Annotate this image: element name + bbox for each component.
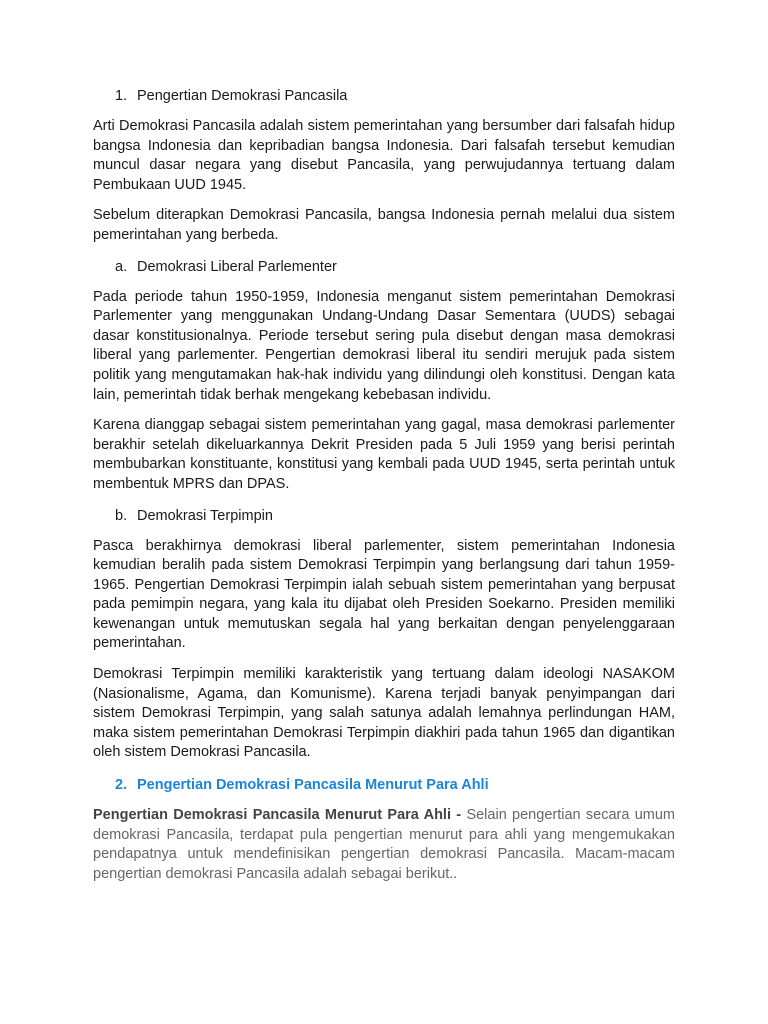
subsection-b-title: Demokrasi Terpimpin [137, 507, 273, 524]
section-1-paragraph-2: Sebelum diterapkan Demokrasi Pancasila, bangsa Indonesia pernah melalui dua sistem pemerintahan yang berbeda. [93, 207, 675, 243]
section-2-number: 2. [115, 777, 128, 794]
subsection-b-marker: b. [115, 507, 128, 524]
subsection-a-heading [93, 257, 675, 277]
section-2-lead: Pengertian Demokrasi Pancasila Menurut Para Ahli - [93, 807, 462, 824]
section-2-heading [93, 775, 675, 795]
section-2-title: Pengertian Demokrasi Pancasila Menurut Para Ahli [137, 777, 489, 794]
document-page [93, 86, 675, 895]
subsection-b-paragraph-2: Demokrasi Terpimpin memiliki karakteristik yang tertuang dalam ideologi NASAKOM (Nasionalisme, Agama, dan Komunisme). Karena terjadi banyak penyimpangan dari sistem Demokrasi Terpimpin, yang salah satunya adalah lemahnya perlindungan HAM, maka sistem pemerintahan Demokrasi Terpimpin diakhiri pada tahun 1965 dan digantikan oleh sistem Demokrasi Pancasila. [93, 666, 675, 761]
section-1-title: Pengertian Demokrasi Pancasila [137, 88, 348, 104]
subsection-a-paragraph-1: Pada periode tahun 1950-1959, Indonesia menganut sistem pemerintahan Demokrasi Parlementer yang menggunakan Undang-Undang Dasar Sementara (UUDS) sebagai dasar konstitusionalnya. Periode tersebut sering pula disebut dengan masa demokrasi liberal yang parlementer. Pengertian demokrasi liberal itu sendiri merujuk pada sistem politik yang mengutamakan hak-hak individu yang dilindungi oleh konstitusi. Dengan kata lain, pemerintah tidak berhak mengekang kebebasan individu. [93, 288, 675, 403]
subsection-a-paragraph-2: Karena dianggap sebagai sistem pemerintahan yang gagal, masa demokrasi parlementer berakhir setelah dikeluarkannya Dekrit Presiden pada 5 Juli 1959 yang berisi perintah membubarkan konstituante, konstitusi yang kembali pada UUD 1945, serta perintah untuk membentuk MPRS dan DPAS. [93, 417, 675, 492]
section-2-body: Selain pengertian secara umum demokrasi Pancasila, terdapat pula pengertian menurut para ahli yang mengemukakan pendapatnya untuk mendefinisikan pengertian demokrasi Pancasila. Macam-macam pengertian demokrasi Pancasila adalah sebagai berikut.. [93, 807, 676, 882]
section-1-paragraph-1: Arti Demokrasi Pancasila adalah sistem pemerintahan yang bersumber dari falsafah hidup bangsa Indonesia dan kepribadian bangsa Indonesia. Dari falsafah tersebut kemudian muncul dasar negara yang disebut Pancasila, yang perwujudannya tertuang dalam Pembukaan UUD 1945. [93, 118, 675, 193]
subsection-b-heading [93, 506, 675, 526]
subsection-b-paragraph-1: Pasca berakhirnya demokrasi liberal parlementer, sistem pemerintahan Indonesia kemudian beralih pada sistem Demokrasi Terpimpin yang berlangsung dari tahun 1959-1965. Pengertian Demokrasi Terpimpin ialah sebuah sistem pemerintahan yang berpusat pada pemimpin negara, yang kala itu dijabat oleh Presiden Soekarno. Presiden memiliki kewenangan untuk memutuskan segala hal yang berkaitan dengan penyelenggaraan pemerintahan. [93, 537, 675, 652]
subsection-a-marker: a. [115, 258, 128, 275]
section-1-number: 1. [115, 88, 128, 104]
subsection-a-title: Demokrasi Liberal Parlementer [137, 258, 337, 275]
section-2-paragraph [93, 806, 675, 884]
section-1-heading [93, 86, 675, 106]
